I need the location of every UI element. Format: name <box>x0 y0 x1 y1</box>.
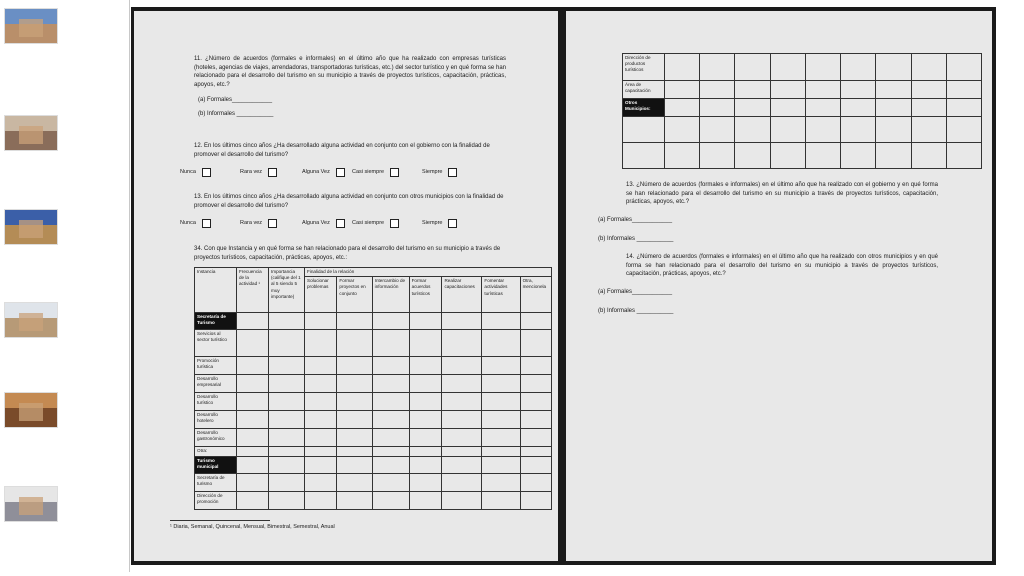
q13-option <box>422 219 476 228</box>
table-row <box>623 143 982 169</box>
row-label: Desarrollo hotelero <box>195 411 237 429</box>
table-cell[interactable] <box>442 313 482 330</box>
table-cell[interactable] <box>482 357 520 375</box>
header-importancia: Importancia (califique del 1 al 5 siendo 5 muy importante) <box>269 268 305 313</box>
table-cell[interactable] <box>520 375 551 393</box>
table-cell[interactable] <box>520 492 551 510</box>
table-cell[interactable] <box>269 375 305 393</box>
header-finalidad: Finalidad de la relación <box>305 268 552 277</box>
table-cell[interactable] <box>805 54 840 81</box>
table-row <box>623 99 982 117</box>
question-13 <box>194 193 506 210</box>
table-cell[interactable] <box>409 330 442 357</box>
question-13-text: 13. En los últimos cinco años ¿Ha desarrollado alguna actividad en conjunto con otros municipios con la finalidad de promover el desarrollo del turismo? <box>194 194 504 209</box>
table-cell[interactable] <box>409 357 442 375</box>
footnote-rule <box>170 520 270 521</box>
row-label: Desarrollo empresarial <box>195 375 237 393</box>
slide-thumb-1[interactable] <box>4 8 58 44</box>
table-cell[interactable] <box>442 357 482 375</box>
table-cell[interactable] <box>482 330 520 357</box>
table-cell[interactable] <box>269 474 305 492</box>
page-right <box>566 11 992 561</box>
table-cell[interactable] <box>482 393 520 411</box>
table-cell[interactable] <box>237 457 269 474</box>
option-checkbox[interactable] <box>336 219 345 228</box>
question-14-informales: (b) Informales ___________ <box>598 308 674 314</box>
table-cell[interactable] <box>482 411 520 429</box>
question-12-text: 12. En los últimos cinco años ¿Ha desarrollado alguna actividad en conjunto con el gobierno con la finalidad de promover el desarrollo del turismo? <box>194 143 490 158</box>
table-row <box>623 81 982 99</box>
question-13-acuerdos-text: 13. ¿Número de acuerdos (formales e informales) en el último año que ha realizado con el gobierno y en qué forma se han relacionado para el desarrollo del turismo en su municipio a través de proyectos turísticos, capacitación, prácticas, apoyos, etc.? <box>626 182 938 206</box>
table-cell[interactable] <box>946 117 981 143</box>
table-cell[interactable] <box>269 393 305 411</box>
thumb-building <box>19 220 43 238</box>
thumb-building <box>19 19 43 37</box>
table-cell[interactable] <box>805 99 840 117</box>
q13-option <box>352 219 422 228</box>
q12-option <box>240 168 302 177</box>
table-cell[interactable] <box>409 447 442 457</box>
table-cell[interactable] <box>305 457 337 474</box>
option-label: Casi siempre <box>352 219 385 226</box>
table-cell[interactable] <box>237 429 269 447</box>
table-cell[interactable] <box>237 411 269 429</box>
table-cell[interactable] <box>946 143 981 169</box>
table-cell[interactable] <box>805 81 840 99</box>
slide-thumb-2[interactable] <box>4 115 58 151</box>
table-row <box>195 429 552 447</box>
table-cell[interactable] <box>305 474 337 492</box>
table-cell[interactable] <box>305 357 337 375</box>
table-cell[interactable] <box>372 330 409 357</box>
table-cell[interactable] <box>269 447 305 457</box>
table-cell[interactable] <box>520 457 551 474</box>
row-label: Secretaría de Turismo <box>195 313 237 330</box>
table-row <box>195 457 552 474</box>
table-cell[interactable] <box>305 330 337 357</box>
table-cell[interactable] <box>372 393 409 411</box>
option-label: Casi siempre <box>352 168 385 175</box>
table-cell[interactable] <box>805 117 840 143</box>
question-34 <box>194 245 506 262</box>
table-cell[interactable] <box>237 492 269 510</box>
table-cell[interactable] <box>442 492 482 510</box>
option-label: Rara vez <box>240 168 263 175</box>
table-cell[interactable] <box>372 474 409 492</box>
table-cell[interactable] <box>876 81 911 99</box>
header-frecuencia: Frecuencia de la actividad ¹ <box>237 268 269 313</box>
table-cell[interactable] <box>269 313 305 330</box>
option-checkbox[interactable] <box>390 219 399 228</box>
table-cell[interactable] <box>665 81 700 99</box>
row-label <box>623 117 665 143</box>
question-13-options <box>180 219 476 228</box>
table-cell[interactable] <box>442 393 482 411</box>
table-cell[interactable] <box>520 411 551 429</box>
table-cell[interactable] <box>520 330 551 357</box>
table-cell[interactable] <box>946 81 981 99</box>
table-cell[interactable] <box>337 447 372 457</box>
table-cell[interactable] <box>305 393 337 411</box>
option-label: Alguna Vez <box>302 168 330 175</box>
instancia-table <box>194 267 552 510</box>
question-12 <box>194 142 506 159</box>
table-cell[interactable] <box>482 447 520 457</box>
table-cell[interactable] <box>520 357 551 375</box>
q12-option <box>422 168 476 177</box>
table-cell[interactable] <box>911 81 946 99</box>
table-cell[interactable] <box>735 143 770 169</box>
table-cell[interactable] <box>372 411 409 429</box>
table-cell[interactable] <box>665 117 700 143</box>
table-cell[interactable] <box>735 99 770 117</box>
slide-thumb-6[interactable] <box>4 486 58 522</box>
thumb-building <box>19 126 43 144</box>
option-label: Nunca <box>180 168 196 175</box>
question-11 <box>194 55 506 119</box>
table-cell[interactable] <box>876 99 911 117</box>
header-column: Otra, mencionela <box>520 277 551 313</box>
table-cell[interactable] <box>337 357 372 375</box>
table-cell[interactable] <box>700 81 735 99</box>
table-cell[interactable] <box>911 117 946 143</box>
option-checkbox[interactable] <box>202 168 211 177</box>
header-column: Solucionar problemas <box>305 277 337 313</box>
option-label: Alguna Vez <box>302 219 330 226</box>
table-cell[interactable] <box>442 429 482 447</box>
table-cell[interactable] <box>442 474 482 492</box>
table-cell[interactable] <box>911 143 946 169</box>
question-13-formales: (a) Formales____________ <box>598 217 673 223</box>
slide-thumb-3[interactable] <box>4 209 58 245</box>
question-13-informales: (b) Informales ___________ <box>598 236 674 242</box>
table-cell[interactable] <box>520 393 551 411</box>
table-cell[interactable] <box>520 474 551 492</box>
option-checkbox[interactable] <box>336 168 345 177</box>
option-label: Rara vez <box>240 219 263 226</box>
table-cell[interactable] <box>372 313 409 330</box>
table-cell[interactable] <box>409 474 442 492</box>
table-cell[interactable] <box>269 457 305 474</box>
row-label: Dirección de promoción <box>195 492 237 510</box>
table-row <box>195 447 552 457</box>
table-cell[interactable] <box>876 117 911 143</box>
table-cell[interactable] <box>269 492 305 510</box>
table-cell[interactable] <box>700 54 735 81</box>
row-label: Desarrollo turístico <box>195 393 237 411</box>
table-cell[interactable] <box>700 117 735 143</box>
table-cell[interactable] <box>841 117 876 143</box>
table-cell[interactable] <box>442 411 482 429</box>
table-cell[interactable] <box>735 54 770 81</box>
table-cell[interactable] <box>372 447 409 457</box>
table-cell[interactable] <box>841 81 876 99</box>
option-checkbox[interactable] <box>448 219 457 228</box>
row-label: Otra: <box>195 447 237 457</box>
row-label <box>623 143 665 169</box>
table-cell[interactable] <box>337 375 372 393</box>
row-label: Dirección de productos turísticos <box>623 54 665 81</box>
option-checkbox[interactable] <box>202 219 211 228</box>
table-cell[interactable] <box>337 411 372 429</box>
table-cell[interactable] <box>409 429 442 447</box>
table-row <box>195 375 552 393</box>
table-cell[interactable] <box>442 457 482 474</box>
table-cell[interactable] <box>770 143 805 169</box>
table-cell[interactable] <box>876 54 911 81</box>
table-row <box>623 54 982 81</box>
table-cell[interactable] <box>770 117 805 143</box>
slide-thumbnail-panel <box>0 0 130 572</box>
table-cell[interactable] <box>409 411 442 429</box>
table-cell[interactable] <box>442 375 482 393</box>
table-cell[interactable] <box>269 357 305 375</box>
table-cell[interactable] <box>946 99 981 117</box>
q13-option <box>240 219 302 228</box>
table-cell[interactable] <box>305 313 337 330</box>
table-cell[interactable] <box>735 81 770 99</box>
header-column: Formar acuerdos turísticos <box>409 277 442 313</box>
option-label: Nunca <box>180 219 196 226</box>
option-checkbox[interactable] <box>448 168 457 177</box>
row-label: Desarrollo gastronómico <box>195 429 237 447</box>
table-cell[interactable] <box>520 313 551 330</box>
table-cell[interactable] <box>482 457 520 474</box>
table-cell[interactable] <box>305 492 337 510</box>
option-label: Siempre <box>422 168 443 175</box>
table-cell[interactable] <box>770 81 805 99</box>
table-cell[interactable] <box>946 54 981 81</box>
row-label: Servicios al sector turístico <box>195 330 237 357</box>
table-cell[interactable] <box>269 330 305 357</box>
q12-option <box>302 168 352 177</box>
table-cell[interactable] <box>337 492 372 510</box>
table-cell[interactable] <box>482 313 520 330</box>
row-label: Turismo municipal <box>195 457 237 474</box>
table-cell[interactable] <box>237 447 269 457</box>
table-cell[interactable] <box>409 313 442 330</box>
table-cell[interactable] <box>305 411 337 429</box>
table-cell[interactable] <box>520 429 551 447</box>
question-12-options <box>180 168 476 177</box>
table-cell[interactable] <box>841 99 876 117</box>
table-cell[interactable] <box>372 429 409 447</box>
table-cell[interactable] <box>237 375 269 393</box>
table-cell[interactable] <box>409 492 442 510</box>
table-cell[interactable] <box>372 357 409 375</box>
table-cell[interactable] <box>337 474 372 492</box>
header-column: Formar proyectos en conjunto <box>337 277 372 313</box>
table-row <box>195 492 552 510</box>
table-cell[interactable] <box>372 375 409 393</box>
table-cell[interactable] <box>237 313 269 330</box>
table-cell[interactable] <box>269 411 305 429</box>
table-cell[interactable] <box>237 357 269 375</box>
table-row <box>195 357 552 375</box>
row-label: Promoción turística <box>195 357 237 375</box>
thumb-building <box>19 313 43 331</box>
header-column: Fomentar actividades turísticas <box>482 277 520 313</box>
table-cell[interactable] <box>305 447 337 457</box>
table-cell[interactable] <box>665 54 700 81</box>
slide-thumb-5[interactable] <box>4 392 58 428</box>
option-label: Siempre <box>422 219 443 226</box>
header-instancia: Instancia <box>195 268 237 313</box>
table-cell[interactable] <box>442 330 482 357</box>
header-column: Realizar capacitaciones <box>442 277 482 313</box>
table-cell[interactable] <box>409 457 442 474</box>
table-cell[interactable] <box>442 447 482 457</box>
question-14-text: 14. ¿Número de acuerdos (formales e informales) en el último año que ha realizado con otros municipios y en qué forma se han relacionado para el desarrollo del turismo en su municipio a través de proyectos turísticos, capacitación, prácticas, apoyos, etc.? <box>626 254 938 278</box>
table-cell[interactable] <box>372 457 409 474</box>
table-cell[interactable] <box>482 474 520 492</box>
table-cell[interactable] <box>482 492 520 510</box>
table-cell[interactable] <box>337 457 372 474</box>
footnote: ¹ Diaria, Semanal, Quincenal, Mensual, Bimestral, Semestral, Anual <box>170 524 335 530</box>
q13-option <box>302 219 352 228</box>
table-cell[interactable] <box>700 143 735 169</box>
table-cell[interactable] <box>337 330 372 357</box>
question-14-formales: (a) Formales____________ <box>598 289 673 295</box>
table-cell[interactable] <box>911 54 946 81</box>
table-cell[interactable] <box>770 99 805 117</box>
table-cell[interactable] <box>665 143 700 169</box>
table-cell[interactable] <box>409 393 442 411</box>
q12-option <box>180 168 240 177</box>
table-cell[interactable] <box>770 54 805 81</box>
table-cell[interactable] <box>372 492 409 510</box>
table-row <box>195 411 552 429</box>
table-cell[interactable] <box>841 54 876 81</box>
table-row <box>195 313 552 330</box>
table-cell[interactable] <box>337 429 372 447</box>
table-row <box>623 117 982 143</box>
thumb-building <box>19 403 43 421</box>
table-cell[interactable] <box>876 143 911 169</box>
row-label: Otros Municipios: <box>623 99 665 117</box>
option-checkbox[interactable] <box>268 219 277 228</box>
slide-thumb-4[interactable] <box>4 302 58 338</box>
table-cell[interactable] <box>841 143 876 169</box>
header-column: Intercambio de información <box>372 277 409 313</box>
table-cell[interactable] <box>337 393 372 411</box>
page-left <box>134 11 558 561</box>
table-cell[interactable] <box>237 474 269 492</box>
table-cell[interactable] <box>805 143 840 169</box>
q12-option <box>352 168 422 177</box>
table-row <box>195 474 552 492</box>
table-cell[interactable] <box>520 447 551 457</box>
question-11-informales: (b) Informales ___________ <box>198 111 274 118</box>
question-34-text: 34. Con que Instancia y en qué forma se han relacionado para el desarrollo del turismo en su municipio a través de proyectos turísticos, capacitación, prácticas, apoyos, etc.: <box>194 246 501 261</box>
table-cell[interactable] <box>911 99 946 117</box>
table-cell[interactable] <box>482 375 520 393</box>
table-cell[interactable] <box>237 393 269 411</box>
table-cell[interactable] <box>409 375 442 393</box>
question-13-acuerdos <box>626 181 938 207</box>
q13-option <box>180 219 240 228</box>
table-cell[interactable] <box>237 330 269 357</box>
table-cell[interactable] <box>700 99 735 117</box>
option-checkbox[interactable] <box>390 168 399 177</box>
thumb-building <box>19 497 43 515</box>
option-checkbox[interactable] <box>268 168 277 177</box>
table-row <box>195 393 552 411</box>
table-cell[interactable] <box>482 429 520 447</box>
table-cell[interactable] <box>735 117 770 143</box>
table-cell[interactable] <box>305 375 337 393</box>
table-row <box>195 330 552 357</box>
question-14 <box>626 253 938 279</box>
table-cell[interactable] <box>337 313 372 330</box>
row-label: Área de capacitación <box>623 81 665 99</box>
question-11-formales: (a) Formales____________ <box>198 96 273 103</box>
table-cell[interactable] <box>665 99 700 117</box>
question-11-text: 11. ¿Número de acuerdos (formales e informales) en el último año que ha realizado con empresas turísticas (hoteles, agencias de viajes, arrendadoras, transportadoras turísticas, etc.) del sector turístico y en qué forma se han relacionado para el desarrollo del turismo en su municipio a través de proyectos turísticos, capacitación, prácticas, apoyos, etc.? <box>194 56 506 89</box>
right-table <box>622 53 982 169</box>
row-label: Secretaría de turismo <box>195 474 237 492</box>
document-viewer <box>131 7 996 565</box>
table-cell[interactable] <box>305 429 337 447</box>
table-cell[interactable] <box>269 429 305 447</box>
